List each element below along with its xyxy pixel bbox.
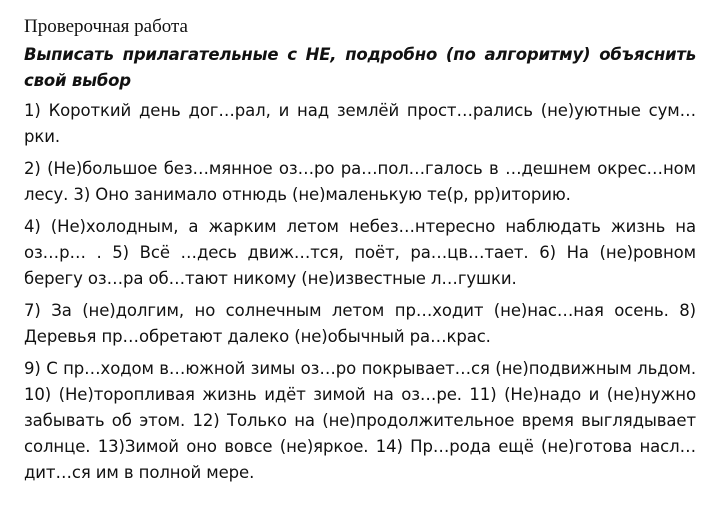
exercise-paragraph-4: 7) За (не)долгим, но солнечным летом пр…ходит (не)нас…ная осень. 8) Деревья пр…обретают далеко (не)обычный ра…крас. <box>24 301 696 346</box>
task-instruction: Выписать прилагательные с НЕ, подробно (по алгоритму) объяснить свой выбор <box>24 45 696 90</box>
document-page <box>24 14 696 492</box>
page-title: Проверочная работа <box>24 16 188 37</box>
exercise-paragraph-2: 2) (Не)большое без…мянное оз…ро ра…пол…галось в …дешнем окрес…ном лесу. 3) Оно занимало отнюдь (не)маленькую те(р, рр)иторию. <box>24 159 696 204</box>
exercise-paragraph-3: 4) (Не)холодным, а жарким летом небез…нтересно наблюдать жизнь на оз…р… . 5) Всё …десь движ…тся, поёт, ра…цв…тает. 6) На (не)ровном берегу оз…ра об…тают никому (не)известные л…гушки. <box>24 217 696 288</box>
exercise-paragraph-5: 9) С пр…ходом в…южной зимы оз…ро покрывает…ся (не)подвижным льдом. 10) (Не)торопливая жизнь идёт зимой на оз…ре. 11) (Не)надо и (не)нужно забывать об этом. 12) Только на (не)продолжительное время выглядывает солнце. 13)Зимой оно вовсе (не)яркое. 14) Пр…рода ещё (не)готова насл…дит…ся им в полной мере. <box>24 359 696 482</box>
exercise-paragraph-1: 1) Короткий день дог…рал, и над землёй прост…рались (не)уютные сум…рки. <box>24 101 696 146</box>
